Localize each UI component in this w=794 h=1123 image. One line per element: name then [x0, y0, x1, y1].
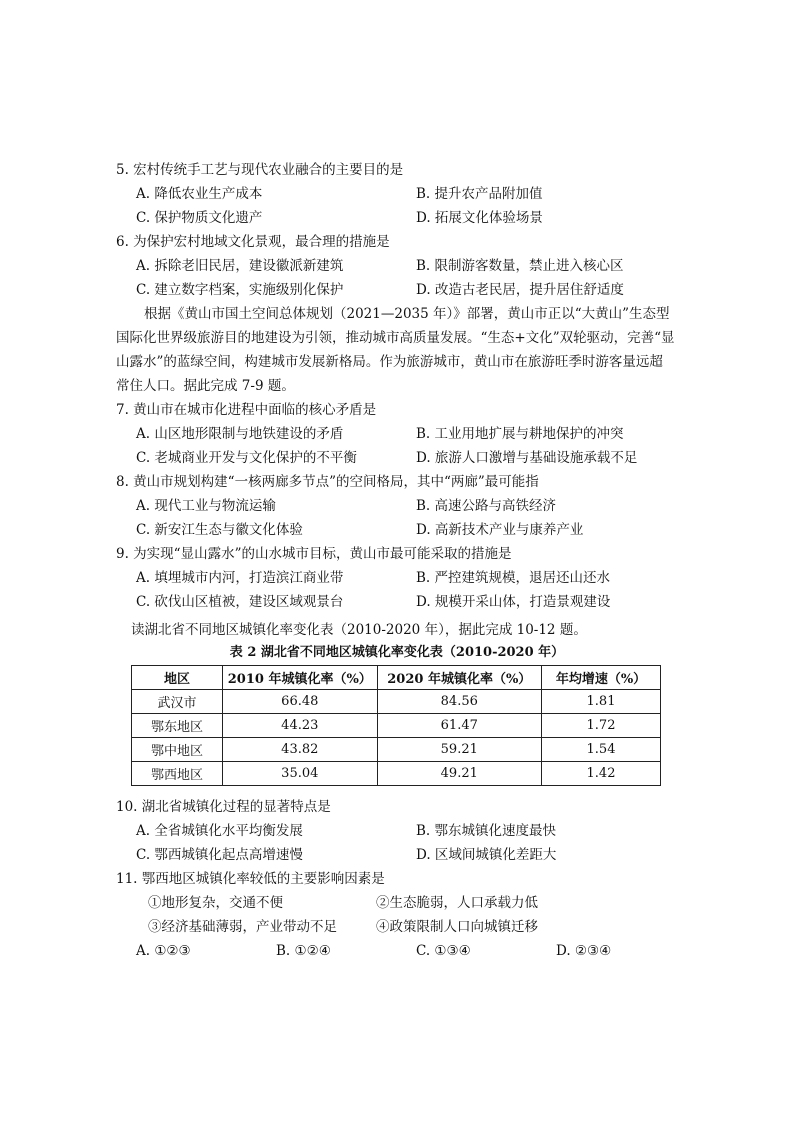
cell-region: 鄂西地区	[132, 762, 223, 786]
header-2020-rate: 2020 年城镇化率（%）	[377, 666, 541, 690]
q6-option-a: A. 拆除老旧民居，建设徽派新建筑	[136, 258, 344, 274]
q9-option-b: B. 严控建筑规模，退居还山还水	[416, 570, 611, 586]
cell-2020: 84.56	[377, 690, 541, 714]
q11-option-b: B. ①②④	[276, 943, 331, 959]
q11-statement-4: ④政策限制人口向城镇迁移	[376, 919, 538, 935]
q6-option-d: D. 改造古老民居，提升居住舒适度	[416, 282, 624, 298]
table-header-row	[132, 666, 661, 690]
q5-stem: 5. 宏村传统手工艺与现代农业融合的主要目的是	[116, 162, 404, 178]
q11-option-d: D. ②③④	[556, 943, 612, 959]
table-row	[132, 714, 661, 738]
table-row	[132, 690, 661, 714]
q10-stem: 10. 湖北省城镇化过程的显著特点是	[116, 799, 331, 815]
q11-statement-2: ②生态脆弱，人口承载力低	[376, 895, 538, 911]
cell-2010: 44.23	[223, 714, 378, 738]
cell-2020: 59.21	[377, 738, 541, 762]
cell-growth: 1.54	[541, 738, 660, 762]
q8-option-c: C. 新安江生态与徽文化体验	[136, 522, 303, 538]
q7-option-a: A. 山区地形限制与地铁建设的矛盾	[136, 426, 344, 442]
urbanization-table	[131, 665, 661, 786]
q10-option-c: C. 鄂西城镇化起点高增速慢	[136, 847, 303, 863]
q5-option-b: B. 提升农产品附加值	[416, 186, 543, 202]
q11-statement-1: ①地形复杂，交通不便	[148, 895, 283, 911]
q11-option-c: C. ①③④	[416, 943, 471, 959]
q5-option-d: D. 拓展文化体验场景	[416, 210, 543, 226]
table-row	[132, 762, 661, 786]
table-intro: 读湖北省不同地区城镇化率变化表（2010-2020 年），据此完成 10-12 题。	[131, 622, 587, 638]
cell-growth: 1.81	[541, 690, 660, 714]
q9-option-a: A. 填埋城市内河，打造滨江商业带	[136, 570, 344, 586]
cell-growth: 1.42	[541, 762, 660, 786]
passage-huangshan: 根据《黄山市国土空间总体规划（2021—2035 年）》部署，黄山市正以“大黄山”生态型国际化世界级旅游目的地建设为引领，推动城市高质量发展。“生态+文化”双轮驱动，完善“显山露水”的蓝绿空间，构建城市发展新格局。作为旅游城市，黄山市在旅游旺季时游客量远超常住人口。据此完成 7-9 题。	[116, 306, 675, 394]
header-annual-growth: 年均增速（%）	[541, 666, 660, 690]
q10-option-d: D. 区域间城镇化差距大	[416, 847, 557, 863]
q10-option-b: B. 鄂东城镇化速度最快	[416, 823, 557, 839]
q10-option-a: A. 全省城镇化水平均衡发展	[136, 823, 303, 839]
cell-2010: 35.04	[223, 762, 378, 786]
q9-option-c: C. 砍伐山区植被，建设区域观景台	[136, 594, 344, 610]
q6-option-c: C. 建立数字档案，实施级别化保护	[136, 282, 344, 298]
q5-option-a: A. 降低农业生产成本	[136, 186, 263, 202]
cell-2010: 66.48	[223, 690, 378, 714]
q8-stem: 8. 黄山市规划构建“一核两廊多节点”的空间格局，其中“两廊”最可能指	[116, 474, 539, 490]
q11-statement-3: ③经济基础薄弱，产业带动不足	[148, 919, 337, 935]
q6-option-b: B. 限制游客数量，禁止进入核心区	[416, 258, 624, 274]
q8-option-a: A. 现代工业与物流运输	[136, 498, 276, 514]
table-caption: 表 2 湖北省不同地区城镇化率变化表（2010-2020 年）	[229, 645, 565, 660]
q5-option-c: C. 保护物质文化遗产	[136, 210, 263, 226]
cell-region: 鄂东地区	[132, 714, 223, 738]
q7-stem: 7. 黄山市在城市化进程中面临的核心矛盾是	[116, 402, 377, 418]
q7-option-c: C. 老城商业开发与文化保护的不平衡	[136, 450, 357, 466]
cell-2010: 43.82	[223, 738, 378, 762]
q6-stem: 6. 为保护宏村地域文化景观，最合理的措施是	[116, 234, 390, 250]
cell-growth: 1.72	[541, 714, 660, 738]
cell-region: 鄂中地区	[132, 738, 223, 762]
cell-2020: 49.21	[377, 762, 541, 786]
q7-option-d: D. 旅游人口激增与基础设施承载不足	[416, 450, 638, 466]
header-2010-rate: 2010 年城镇化率（%）	[223, 666, 378, 690]
q8-option-d: D. 高新技术产业与康养产业	[416, 522, 584, 538]
q9-stem: 9. 为实现“显山露水”的山水城市目标，黄山市最可能采取的措施是	[116, 546, 512, 562]
cell-region: 武汉市	[132, 690, 223, 714]
cell-2020: 61.47	[377, 714, 541, 738]
table-row	[132, 738, 661, 762]
q8-option-b: B. 高速公路与高铁经济	[416, 498, 557, 514]
q7-option-b: B. 工业用地扩展与耕地保护的冲突	[416, 426, 624, 442]
q9-option-d: D. 规模开采山体，打造景观建设	[416, 594, 611, 610]
header-region: 地区	[132, 666, 223, 690]
q11-option-a: A. ①②③	[136, 943, 191, 959]
q11-stem: 11. 鄂西地区城镇化率较低的主要影响因素是	[116, 871, 385, 887]
